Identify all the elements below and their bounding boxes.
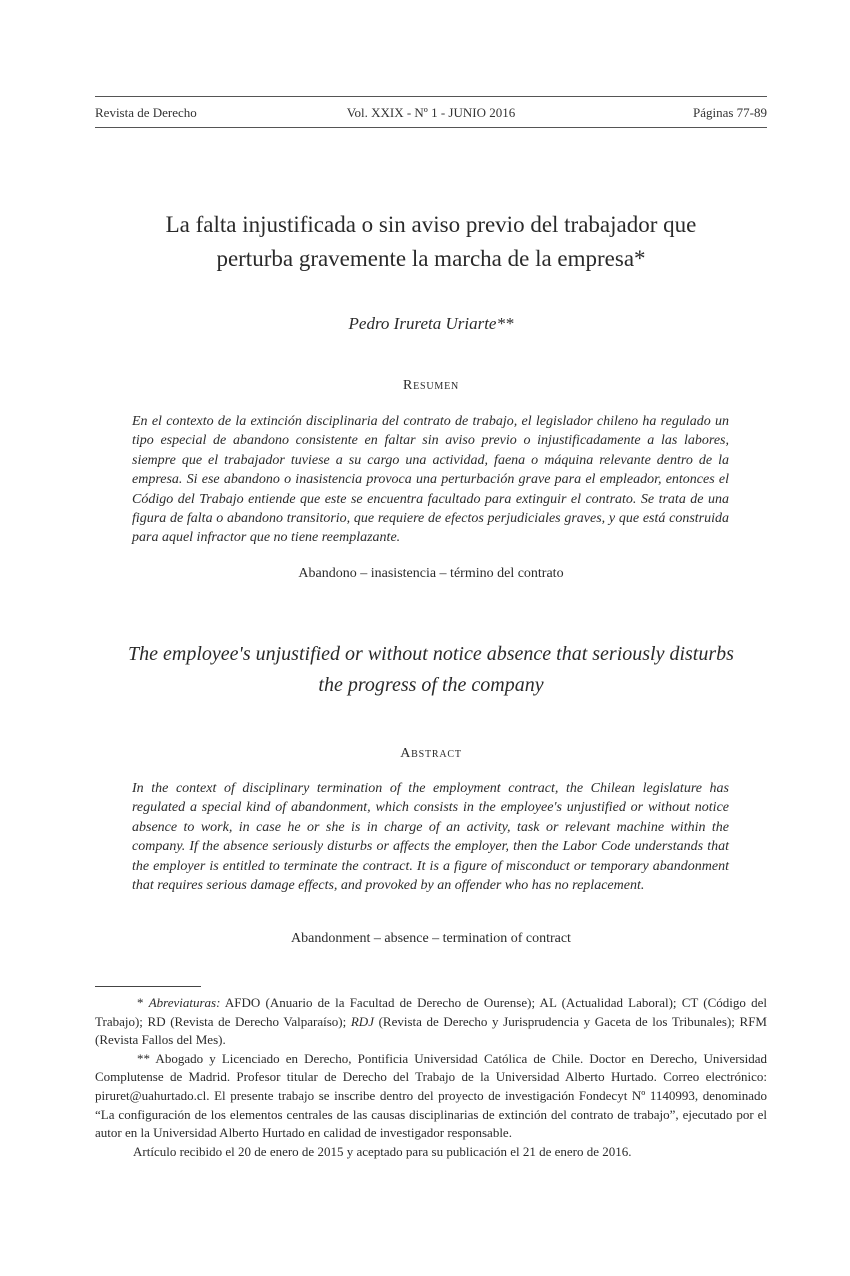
header-bottom-rule (95, 127, 767, 128)
footnote-marker: * (137, 995, 149, 1010)
footnote-author-bio: ** Abogado y Licenciado en Derecho, Pontificia Universidad Católica de Chile. Doctor en Derecho, Universidad Complutense de Madrid. Profesor titular de Derecho del Trabajo de la Universidad Alberto Hurtado. Correo electrónico: piruret@uahurtado.cl. El presente trabajo se inscribe dentro del proyecto de investigación Fondecyt Nº 1140993, denominado “La configuración de los elementos centrales de las causas disciplinarias de extinción del contrato de trabajo”, ejecutado por el autor en la Universidad Alberto Hurtado en calidad de investigador responsable. (95, 1050, 767, 1141)
abbreviations-text-b: (Revista de Derecho y Jurisprudencia y Gaceta de los Tribunales); RFM (Revista Fallos del Mes). (95, 1013, 767, 1048)
title-line-2: perturba gravemente la marcha de la empresa* (216, 246, 646, 271)
abbreviation-rdj: RDJ (350, 1013, 374, 1029)
footnotes (95, 994, 767, 1161)
title-en-line-2: the progress of the company (318, 674, 544, 696)
header-top-rule (95, 96, 767, 97)
issue-info: Vol. XXIX - Nº 1 - JUNIO 2016 (346, 105, 516, 120)
abstract-heading: Abstract (400, 746, 462, 761)
keywords-en: Abandonment – absence – termination of contract (291, 931, 571, 946)
resumen-text: En el contexto de la extinción disciplinaria del contrato de trabajo, el legislador chileno ha regulado un tipo especial de abandono consistente en faltar sin aviso previo o injustificadamente a las labores, siempre que el trabajador tuviese a su cargo una actividad, faena o máquina relevante dentro de la empresa. Si ese abandono o inasistencia provoca una perturbación grave para el empleador, entonces el Código del Trabajo entiende que este se encuentra facultado para extinguir el contrato. Se trata de una figura de falta o abandono transitorio, que requiere de efectos perjudiciales graves, y que está construida para aquel infractor que no tiene reemplazante. (132, 414, 729, 546)
abbreviations-label: Abreviaturas: (148, 995, 221, 1010)
journal-name: Revista de Derecho (95, 105, 197, 120)
footnote-separator (95, 986, 201, 987)
title-en-line-1: The employee's unjustified or without notice absence that seriously disturbs (128, 643, 734, 665)
abstract-text: In the context of disciplinary termination of the employment contract, the Chilean legislature has regulated a special kind of abandonment, which consists in the employee's unjustified or without notice absence to work, in case he or she is in charge of an activity, task or relevant machine within the company. If the absence seriously disturbs or affects the employer, then the Labor Code understands that the employer is entitled to terminate the contract. It is a figure of misconduct or temporary abandonment that requires serious damage effects, and provoked by an offender who has no replacement. (132, 781, 729, 894)
author-name: Pedro Irureta Uriarte** (348, 314, 514, 333)
running-header (95, 103, 767, 123)
title-line-1: La falta injustificada o sin aviso previo del trabajador que (165, 212, 697, 237)
keywords-es: Abandono – inasistencia – término del contrato (298, 566, 564, 581)
received-dates: Artículo recibido el 20 de enero de 2015 y aceptado para su publicación el 21 de enero de 2016. (133, 1143, 632, 1159)
page-range: Páginas 77-89 (692, 105, 767, 120)
article-title-en (95, 639, 767, 701)
footnote-abbreviations (95, 994, 767, 1050)
resumen-heading: Resumen (402, 378, 460, 393)
abbreviations-text-a: AFDO (Anuario de la Facultad de Derecho de Ourense); AL (Actualidad Laboral); CT (Código del Trabajo); RD (Revista de Derecho Valparaíso); (95, 995, 767, 1029)
article-title-es (95, 208, 767, 276)
